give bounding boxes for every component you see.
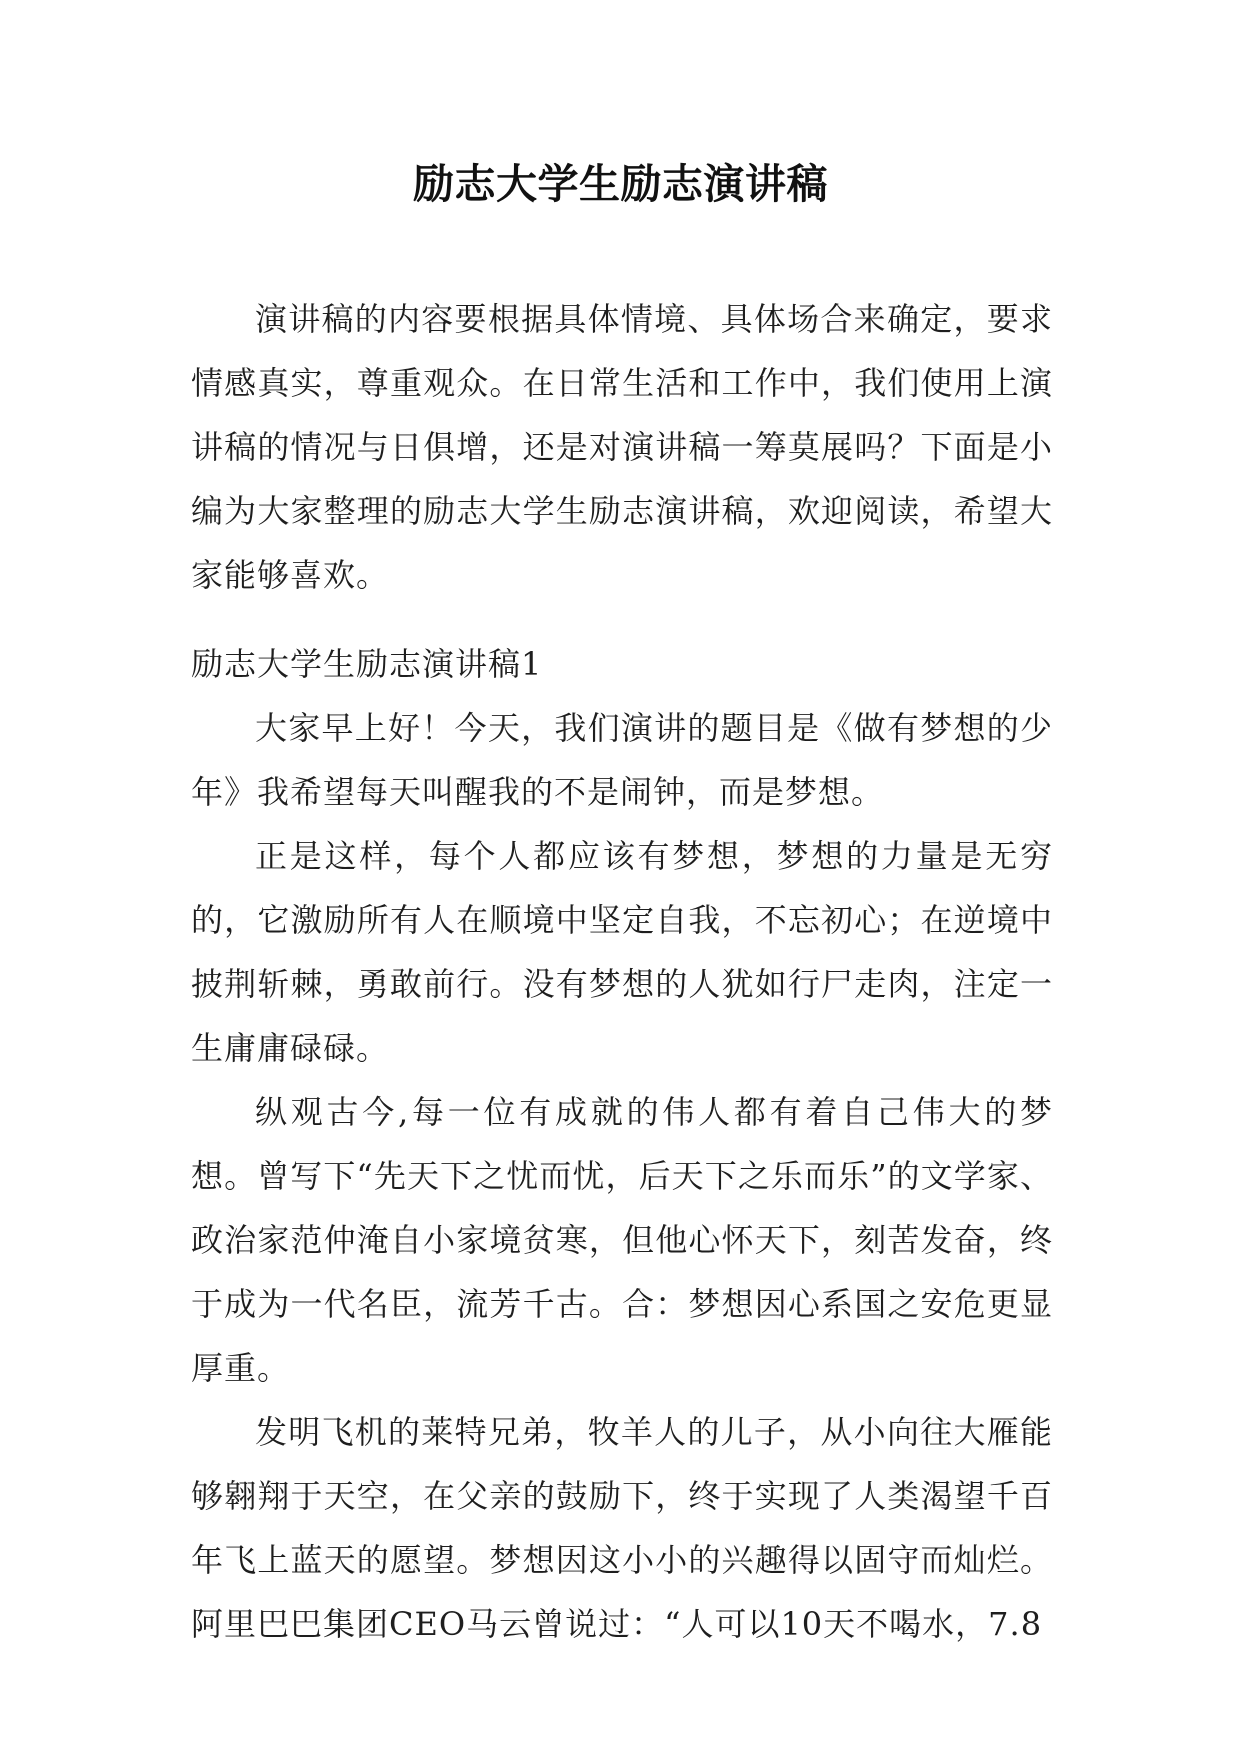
- document-title: 励志大学生励志演讲稿: [413, 160, 828, 208]
- body-paragraph-4: 发明飞机的莱特兄弟，牧羊人的儿子，从小向往大雁能够翱翔于天空，在父亲的鼓励下，终于实现了人类渴望千百年飞上蓝天的愿望。梦想因这小小的兴趣得以固守而灿烂。阿里巴巴集团CEO马云曾说过：“人可以10天不喝水，7.8: [191, 1413, 1053, 1643]
- intro-paragraph: 演讲稿的内容要根据具体情境、具体场合来确定，要求情感真实，尊重观众。在日常生活和工作中，我们使用上演讲稿的情况与日俱增，还是对演讲稿一筹莫展吗？下面是小编为大家整理的励志大学生励志演讲稿，欢迎阅读，希望大家能够喜欢。: [191, 300, 1053, 594]
- body-paragraph-3: 纵观古今,每一位有成就的伟人都有着自己伟大的梦想。曾写下“先天下之忧而忧，后天下之乐而乐”的文学家、政治家范仲淹自小家境贫寒，但他心怀天下，刻苦发奋，终于成为一代名臣，流芳千古。合：梦想因心系国之安危更显厚重。: [191, 1093, 1053, 1387]
- section-heading: 励志大学生励志演讲稿1: [191, 645, 543, 683]
- intro-block: [191, 287, 1053, 607]
- body-paragraph-1: 大家早上好！今天，我们演讲的题目是《做有梦想的少年》我希望每天叫醒我的不是闹钟，而是梦想。: [191, 709, 1053, 811]
- body-paragraph-2: 正是这样，每个人都应该有梦想，梦想的力量是无穷的，它激励所有人在顺境中坚定自我，不忘初心；在逆境中披荆斩棘，勇敢前行。没有梦想的人犹如行尸走肉，注定一生庸庸碌碌。: [191, 837, 1053, 1067]
- speech-body: [191, 632, 1053, 1656]
